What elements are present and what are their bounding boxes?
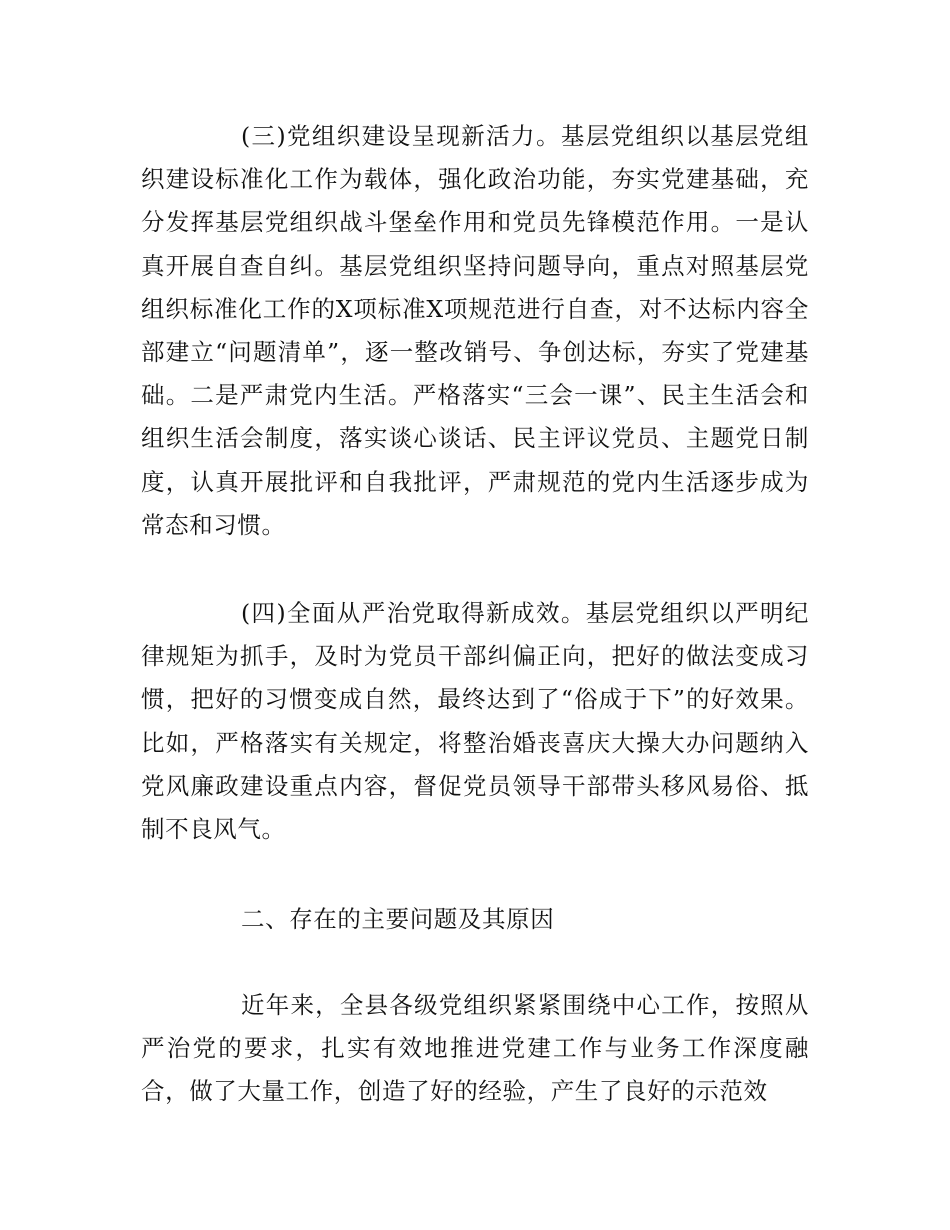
section-heading-main-problems: 二、存在的主要问题及其原因 <box>241 905 555 933</box>
paragraph-recent-years-work: 近年来，全县各级党组织紧紧围绕中心工作，按照从严治党的要求，扎实有效地推进党建工作与业务工作深度融合，做了大量工作，创造了好的经验，产生了良好的示范效 <box>141 991 809 1106</box>
paragraph-strict-governance-results: (四)全面从严治党取得新成效。基层党组织以严明纪律规矩为抓手，及时为党员干部纠偏正向，把好的做法变成习惯，把好的习惯变成自然，最终达到了“俗成于下”的好效果。比如，严格落实有关规定，将整治婚丧喜庆大操大办问题纳入党风廉政建设重点内容，督促党员领导干部带头移风易俗、抵制不良风气。 <box>141 599 809 844</box>
paragraph-party-organization-vitality: (三)党组织建设呈现新活力。基层党组织以基层党组织建设标准化工作为载体，强化政治功能，夯实党建基础，充分发挥基层党组织战斗堡垒作用和党员先锋模范作用。一是认真开展自查自纠。基层党组织坚持问题导向，重点对照基层党组织标准化工作的X项标准X项规范进行自查，对不达标内容全部建立“问题清单”，逐一整改销号、争创达标，夯实了党建基础。二是严肃党内生活。严格落实“三会一课”、民主生活会和组织生活会制度，落实谈心谈话、民主评议党员、主题党日制度，认真开展批评和自我批评，严肃规范的党内生活逐步成为常态和习惯。 <box>141 122 809 539</box>
